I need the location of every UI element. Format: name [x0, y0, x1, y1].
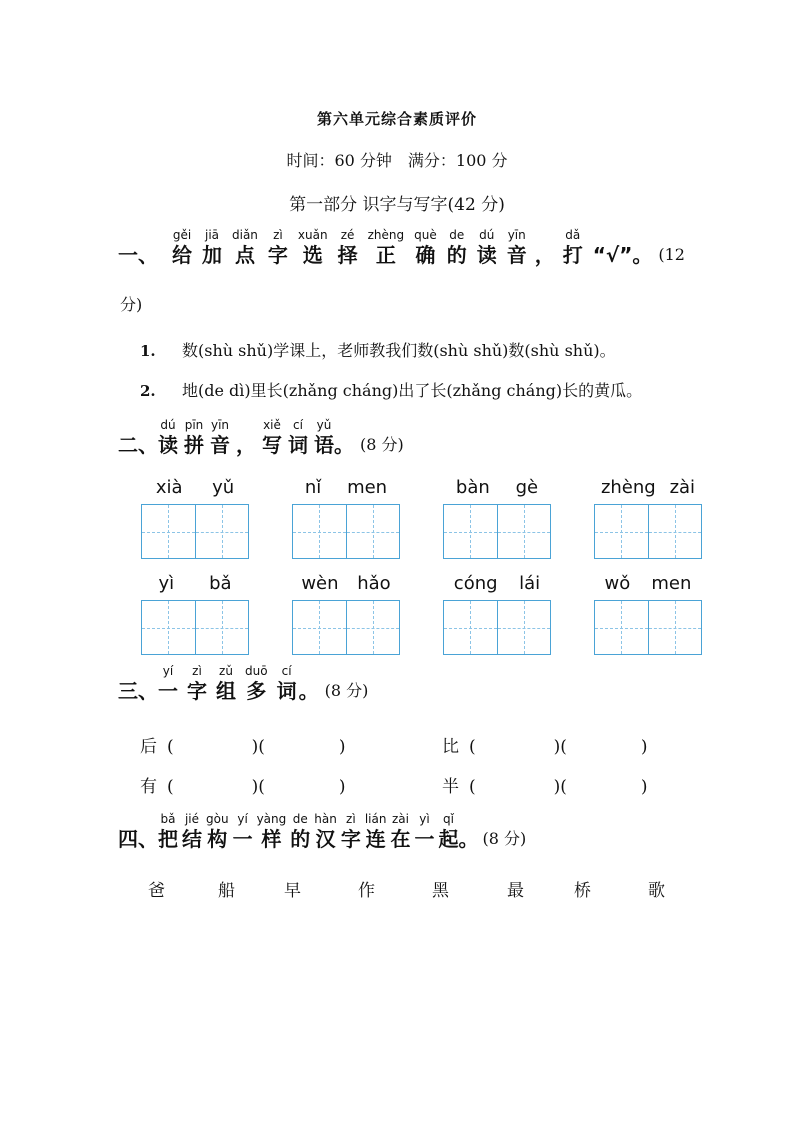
- tianzige-box[interactable]: [292, 600, 400, 655]
- pinyin-syllable: men: [651, 573, 692, 594]
- hanzi: 字: [340, 827, 361, 851]
- pinyin-line: [443, 572, 551, 596]
- hanzi: 连: [365, 827, 386, 851]
- pinyin: de: [449, 228, 465, 242]
- writing-cell[interactable]: [648, 601, 702, 654]
- question-number: 2.: [140, 382, 156, 400]
- ruby-char: [172, 228, 192, 268]
- question-2: [140, 378, 642, 401]
- tianzige-box[interactable]: [594, 600, 702, 655]
- word-grid: [594, 572, 702, 655]
- ruby-char: [187, 664, 207, 704]
- fill-item: 后 ( )( ): [140, 732, 346, 757]
- ruby-char: [368, 228, 405, 268]
- word-grid: [443, 572, 551, 655]
- pinyin-line: [594, 476, 702, 500]
- ruby-char: [288, 418, 308, 458]
- hanzi: 择: [337, 243, 358, 267]
- match-char[interactable]: 作: [358, 881, 375, 901]
- writing-cell[interactable]: [346, 505, 400, 558]
- pinyin: bǎ: [160, 812, 176, 826]
- section-2-ruby-a: [158, 418, 230, 458]
- match-char[interactable]: 早: [284, 881, 301, 901]
- pinyin-syllable: gè: [515, 477, 539, 498]
- writing-cell[interactable]: [497, 601, 551, 654]
- section-4-score: (8 分): [482, 829, 527, 848]
- hanzi: 语: [314, 433, 334, 457]
- hanzi: 多: [246, 679, 267, 703]
- pinyin: yàng: [256, 812, 287, 826]
- section-3-heading: [118, 664, 368, 704]
- part-title: 第一部分 识字与写字(42 分): [289, 195, 505, 215]
- writing-cell[interactable]: [595, 505, 648, 558]
- ruby-char: [447, 228, 467, 268]
- pinyin: duō: [245, 664, 268, 678]
- pinyin: yīn: [507, 228, 526, 242]
- writing-cell[interactable]: [497, 505, 551, 558]
- word-grid: [594, 476, 702, 559]
- section-2-ruby-b: [262, 418, 334, 458]
- writing-cell[interactable]: [346, 601, 400, 654]
- writing-cell[interactable]: [595, 601, 648, 654]
- pinyin-syllable: lái: [519, 573, 541, 594]
- pinyin: yí: [237, 812, 248, 826]
- ruby-char: [262, 418, 282, 458]
- period: 。: [334, 433, 354, 457]
- writing-cell[interactable]: [293, 601, 346, 654]
- section-1-ruby: [172, 228, 527, 268]
- hanzi: 词: [288, 433, 308, 457]
- hanzi: 字: [187, 679, 207, 703]
- pinyin: jié: [184, 812, 200, 826]
- section-number: 三、: [118, 679, 158, 703]
- pinyin-syllable: xià: [155, 477, 183, 498]
- tianzige-box[interactable]: [292, 504, 400, 559]
- writing-cell[interactable]: [444, 505, 497, 558]
- pinyin-line: [594, 572, 702, 596]
- pinyin: zì: [273, 228, 283, 242]
- hanzi: 一: [158, 679, 178, 703]
- question-1: [140, 338, 616, 361]
- writing-cell[interactable]: [293, 505, 346, 558]
- ruby-char: [257, 812, 287, 852]
- pinyin: yīn: [210, 418, 230, 432]
- hanzi: 把: [158, 827, 178, 851]
- ruby-char: [233, 812, 253, 852]
- pinyin-syllable: bǎ: [209, 573, 232, 594]
- hanzi: 的: [290, 827, 311, 851]
- section-1-heading: [118, 228, 685, 268]
- item-char: 后: [140, 737, 157, 757]
- hanzi: 加: [202, 243, 222, 267]
- pinyin: yǔ: [316, 418, 332, 432]
- word-grid: [443, 476, 551, 559]
- pinyin: zài: [391, 812, 409, 826]
- question-text: 地(de dì)里长(zhǎng cháng)出了长(zhǎng cháng)长的黄瓜。: [182, 381, 643, 400]
- exam-meta: 时间：60 分钟 满分：100 分: [286, 151, 508, 170]
- writing-cell[interactable]: [195, 601, 249, 654]
- section-4-heading: [118, 812, 526, 852]
- ruby-char: [216, 664, 236, 704]
- fill-item: 比 ( )( ): [442, 732, 648, 757]
- pinyin-line: [292, 476, 400, 500]
- hanzi: 组: [216, 679, 236, 703]
- comma: ，: [236, 433, 256, 457]
- ruby-char: [277, 664, 297, 704]
- pinyin-syllable: cóng: [453, 573, 498, 594]
- pinyin-line: [141, 572, 249, 596]
- section-number: 二、: [118, 433, 158, 457]
- hanzi: 起: [438, 827, 459, 851]
- writing-cell[interactable]: [444, 601, 497, 654]
- match-char[interactable]: 歌: [648, 881, 665, 901]
- section-3-ruby: [158, 664, 297, 704]
- pinyin: zhèng: [367, 228, 405, 242]
- pinyin: pīn: [184, 418, 204, 432]
- hanzi: 在: [390, 827, 411, 851]
- pinyin: jiā: [204, 228, 220, 242]
- ruby-char: [268, 228, 288, 268]
- pinyin-syllable: zhèng: [600, 477, 656, 498]
- pinyin-syllable: wèn: [301, 573, 339, 594]
- pinyin-line: [292, 572, 400, 596]
- hanzi: 读: [158, 433, 178, 457]
- pinyin: cí: [293, 418, 303, 432]
- comma: ，: [534, 243, 555, 267]
- section-1-score-cont: 分): [120, 295, 143, 314]
- ruby-char: [314, 418, 334, 458]
- hanzi: 正: [375, 243, 396, 267]
- pinyin-syllable: zài: [669, 477, 696, 498]
- pinyin: diǎn: [232, 228, 258, 242]
- ruby-char: [338, 228, 358, 268]
- ruby-char: [298, 228, 328, 268]
- section-4-ruby: [158, 812, 458, 852]
- tianzige-box[interactable]: [443, 504, 551, 559]
- ruby-char: [507, 228, 527, 268]
- hanzi: 拼: [184, 433, 204, 457]
- pinyin-syllable: men: [347, 477, 388, 498]
- writing-cell[interactable]: [195, 505, 249, 558]
- word-grid: [141, 572, 249, 655]
- pinyin: zé: [340, 228, 355, 242]
- ruby-char: [390, 812, 410, 852]
- word-grid: [141, 476, 249, 559]
- ruby-char: [438, 812, 458, 852]
- pinyin: xuǎn: [297, 228, 328, 242]
- period: 。: [298, 679, 319, 703]
- ruby-char: [290, 812, 310, 852]
- ruby-char: [158, 418, 178, 458]
- word-grid: [292, 476, 400, 559]
- ruby-char: [158, 812, 178, 852]
- pinyin-syllable: hǎo: [357, 573, 391, 594]
- word-grid: [292, 572, 400, 655]
- section-3-score: (8 分): [324, 681, 369, 700]
- ruby-char: [210, 418, 230, 458]
- ruby-char: [184, 418, 204, 458]
- section-1-score: (12: [658, 245, 685, 264]
- match-char[interactable]: 黑: [432, 881, 449, 901]
- hanzi: 给: [172, 243, 192, 267]
- hanzi: 样: [261, 827, 282, 851]
- match-char[interactable]: 最: [507, 881, 524, 901]
- ruby-char: [232, 228, 258, 268]
- item-char: 半: [442, 777, 459, 797]
- section-number: 四、: [118, 827, 158, 851]
- pinyin: cí: [281, 664, 292, 678]
- ruby-char: [206, 812, 229, 852]
- hanzi: 词: [276, 679, 297, 703]
- hanzi: 确: [415, 243, 436, 267]
- ruby-char: [365, 812, 387, 852]
- quote-mark: “√”。: [592, 243, 653, 267]
- fill-item: 半 ( )( ): [442, 772, 648, 797]
- pinyin: de: [292, 812, 308, 826]
- ruby-char: [477, 228, 497, 268]
- ruby-char: dǎ 打: [562, 228, 583, 267]
- section-2-heading: [118, 418, 404, 458]
- hanzi: 的: [446, 243, 467, 267]
- pinyin: zì: [346, 812, 356, 826]
- period: 。: [458, 827, 479, 851]
- hanzi: 结: [182, 827, 202, 851]
- question-number: 1.: [140, 342, 156, 360]
- pinyin: zì: [192, 664, 202, 678]
- writing-cell[interactable]: [142, 505, 195, 558]
- hanzi: 一: [414, 827, 435, 851]
- pinyin: yì: [419, 812, 430, 826]
- hanzi: 一: [232, 827, 253, 851]
- tianzige-box[interactable]: [141, 600, 249, 655]
- section-2-score: (8 分): [360, 435, 404, 454]
- hanzi: 写: [262, 433, 282, 457]
- hanzi: 读: [476, 243, 497, 267]
- hanzi: 选: [302, 243, 323, 267]
- pinyin: gěi: [172, 228, 192, 242]
- fill-item: 有 ( )( ): [140, 772, 346, 797]
- pinyin: dú: [160, 418, 176, 432]
- ruby-char: [245, 664, 268, 704]
- item-char: 有: [140, 777, 157, 797]
- hanzi: 构: [207, 827, 228, 851]
- pinyin-syllable: wǒ: [604, 573, 631, 594]
- item-char: 比: [442, 737, 459, 757]
- ruby-char: [341, 812, 361, 852]
- ruby-char: [182, 812, 202, 852]
- pinyin-syllable: bàn: [455, 477, 490, 498]
- section-number: 一、: [118, 243, 158, 267]
- pinyin: gòu: [206, 812, 229, 826]
- ruby-char: [414, 228, 437, 268]
- pinyin-syllable: yì: [158, 573, 175, 594]
- pinyin: xiě: [263, 418, 281, 432]
- pinyin: zǔ: [219, 664, 233, 678]
- tianzige-box[interactable]: [141, 504, 249, 559]
- pinyin: yí: [162, 664, 174, 678]
- pinyin-line: [141, 476, 249, 500]
- hanzi: 汉: [315, 827, 336, 851]
- hanzi: 音: [506, 243, 527, 267]
- pinyin-syllable: nǐ: [304, 477, 322, 498]
- ruby-char: [202, 228, 222, 268]
- pinyin-syllable: yǔ: [212, 477, 235, 498]
- pinyin: qǐ: [443, 812, 454, 826]
- ruby-char: [414, 812, 434, 852]
- page-title: 第六单元综合素质评价: [316, 110, 477, 128]
- ruby-char: [314, 812, 337, 852]
- hanzi: 音: [210, 433, 230, 457]
- hanzi: 点: [234, 243, 255, 267]
- match-char[interactable]: 桥: [574, 881, 591, 901]
- ruby-char: [158, 664, 178, 704]
- writing-cell[interactable]: [648, 505, 702, 558]
- pinyin: què: [414, 228, 437, 242]
- pinyin: hàn: [314, 812, 337, 826]
- pinyin-line: [443, 476, 551, 500]
- tianzige-box[interactable]: [594, 504, 702, 559]
- match-char[interactable]: 爸: [148, 881, 165, 901]
- pinyin: dú: [479, 228, 495, 242]
- match-char[interactable]: 船: [218, 881, 235, 901]
- question-text: 数(shù shǔ)学课上，老师教我们数(shù shǔ)数(shù shǔ)。: [182, 341, 616, 360]
- tianzige-box[interactable]: [443, 600, 551, 655]
- pinyin: lián: [364, 812, 387, 826]
- writing-cell[interactable]: [142, 601, 195, 654]
- hanzi: 字: [267, 243, 288, 267]
